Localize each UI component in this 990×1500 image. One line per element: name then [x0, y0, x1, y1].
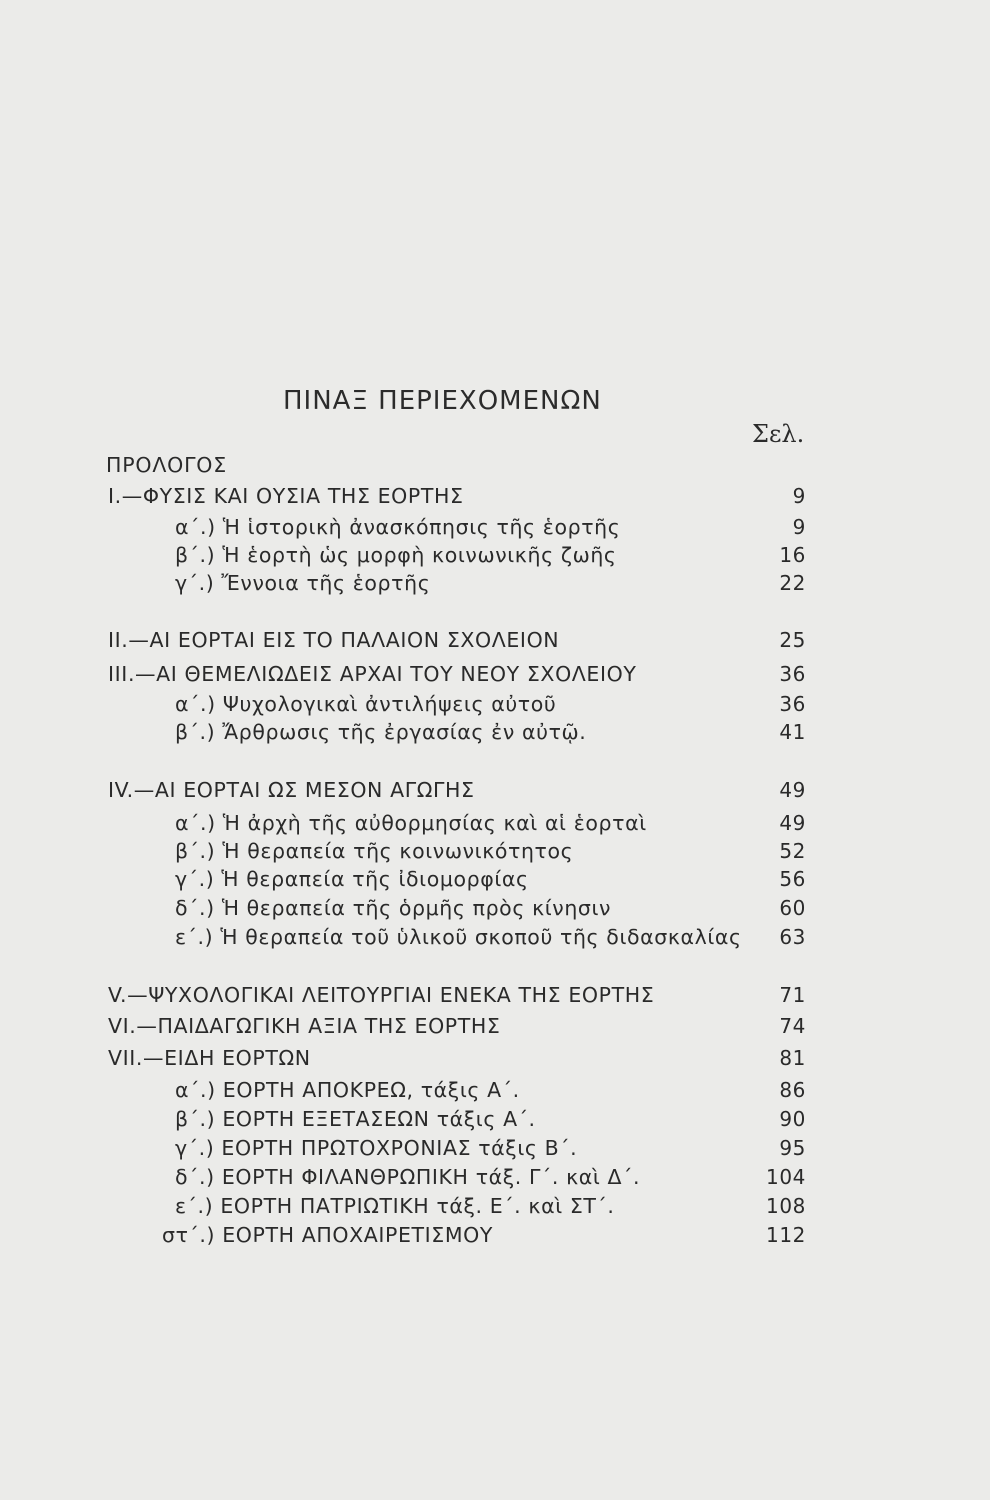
toc-entry-page: 104 [766, 1165, 806, 1189]
toc-entry-page: 60 [779, 896, 806, 920]
toc-entry-text: γ΄.) Ἔννοια τῆς ἑορτῆς [175, 571, 431, 595]
toc-entry-text: στ΄.) ΕΟΡΤΗ ΑΠΟΧΑΙΡΕΤΙΣΜΟΥ [162, 1223, 493, 1247]
toc-entry [0, 983, 990, 1011]
toc-entry-page: 49 [779, 778, 806, 802]
toc-entry [0, 1078, 990, 1106]
toc-entry [0, 662, 990, 690]
toc-entry-page: 52 [779, 839, 806, 863]
toc-entry-page: 9 [792, 484, 806, 508]
toc-entry-page: 9 [792, 515, 806, 539]
toc-entry-text: V.—ΨΥΧΟΛΟΓΙΚΑΙ ΛΕΙΤΟΥΡΓΙΑΙ ΕΝΕΚΑ ΤΗΣ ΕΟΡΤΗΣ [108, 983, 655, 1007]
toc-entry [0, 896, 990, 924]
toc-entry-page: 25 [779, 628, 806, 652]
toc-entry-text: VI.—ΠΑΙΔΑΓΩΓΙΚΗ ΑΞΙΑ ΤΗΣ ΕΟΡΤΗΣ [108, 1014, 501, 1038]
toc-entry [0, 1223, 990, 1251]
toc-entry [0, 925, 990, 953]
toc-entry [0, 484, 990, 512]
toc-entry-text: α΄.) Ψυχολογικαὶ ἀντιλήψεις αὐτοῦ [175, 692, 557, 716]
toc-entry [0, 839, 990, 867]
toc-entry [0, 811, 990, 839]
toc-entry [0, 515, 990, 543]
toc-entry-text: III.—ΑΙ ΘΕΜΕΛΙΩΔΕΙΣ ΑΡΧΑΙ ΤΟΥ ΝΕΟΥ ΣΧΟΛΕΙΟΥ [108, 662, 637, 686]
toc-entry-page: 22 [779, 571, 806, 595]
toc-entry [0, 1107, 990, 1135]
toc-entry [0, 1014, 990, 1042]
toc-entry [0, 692, 990, 720]
toc-entry-text: δ΄.) Ἡ θεραπεία τῆς ὁρμῆς πρὸς κίνησιν [175, 896, 612, 920]
toc-entry [0, 720, 990, 748]
toc-entry-page: 71 [779, 983, 806, 1007]
prologue-heading: ΠΡΟΛΟΓΟΣ [106, 453, 227, 477]
page-column-label: Σελ. [752, 420, 805, 448]
toc-entry-page: 74 [779, 1014, 806, 1038]
toc-entry-page: 90 [779, 1107, 806, 1131]
toc-entry [0, 571, 990, 599]
toc-entry-text: α΄.) Ἡ ἱστορικὴ ἀνασκόπησις τῆς ἑορτῆς [175, 515, 621, 539]
toc-entry-page: 63 [779, 925, 806, 949]
toc-entry [0, 1046, 990, 1074]
toc-entry [0, 1136, 990, 1164]
toc-entry-text: ε΄.) ΕΟΡΤΗ ΠΑΤΡΙΩΤΙΚΗ τάξ. Ε΄. καὶ ΣΤ΄. [175, 1194, 615, 1218]
toc-entry-text: β΄.) Ἄρθρωσις τῆς ἐργασίας ἐν αὐτῷ. [175, 720, 587, 744]
toc-entry [0, 543, 990, 571]
toc-entry-page: 36 [779, 662, 806, 686]
toc-entry-text: β΄.) ΕΟΡΤΗ ΕΞΕΤΑΣΕΩΝ τάξις Α΄. [175, 1107, 536, 1131]
page-title: ΠΙΝΑΞ ΠΕΡΙΕΧΟΜΕΝΩΝ [283, 386, 602, 416]
toc-entry-page: 16 [779, 543, 806, 567]
toc-entry-text: γ΄.) ΕΟΡΤΗ ΠΡΩΤΟΧΡΟΝΙΑΣ τάξις Β΄. [175, 1136, 578, 1160]
toc-entry-page: 108 [766, 1194, 806, 1218]
toc-entry-text: ε΄.) Ἡ θεραπεία τοῦ ὑλικοῦ σκοποῦ τῆς διδασκαλίας [175, 925, 742, 949]
toc-entry-page: 49 [779, 811, 806, 835]
toc-entry-text: α΄.) ΕΟΡΤΗ ΑΠΟΚΡΕΩ, τάξις Α΄. [175, 1078, 520, 1102]
toc-entry-page: 112 [766, 1223, 806, 1247]
toc-entry-page: 41 [779, 720, 806, 744]
toc-entry-page: 86 [779, 1078, 806, 1102]
toc-entry-page: 36 [779, 692, 806, 716]
toc-entry [0, 778, 990, 806]
toc-entry [0, 628, 990, 656]
toc-entry-text: α΄.) Ἡ ἀρχὴ τῆς αὐθορμησίας καὶ αἱ ἑορταὶ [175, 811, 647, 835]
toc-entry-text: VII.—ΕΙΔΗ ΕΟΡΤΩΝ [108, 1046, 311, 1070]
toc-entry-text: β΄.) Ἡ θεραπεία τῆς κοινωνικότητος [175, 839, 574, 863]
toc-entry-page: 81 [779, 1046, 806, 1070]
toc-entry-text: I.—ΦΥΣΙΣ ΚΑΙ ΟΥΣΙΑ ΤΗΣ ΕΟΡΤΗΣ [108, 484, 464, 508]
toc-entry [0, 1165, 990, 1193]
toc-entry-text: β΄.) Ἡ ἑορτὴ ὡς μορφὴ κοινωνικῆς ζωῆς [175, 543, 617, 567]
toc-entry-text: γ΄.) Ἡ θεραπεία τῆς ἰδιομορφίας [175, 867, 529, 891]
toc-entry-page: 95 [779, 1136, 806, 1160]
toc-entry-text: II.—ΑΙ ΕΟΡΤΑΙ ΕΙΣ ΤΟ ΠΑΛΑΙΟΝ ΣΧΟΛΕΙΟΝ [108, 628, 560, 652]
toc-entry-text: IV.—ΑΙ ΕΟΡΤΑΙ ΩΣ ΜΕΣΟΝ ΑΓΩΓΗΣ [108, 778, 475, 802]
toc-entry-page: 56 [779, 867, 806, 891]
toc-entry [0, 1194, 990, 1222]
toc-entry-text: δ΄.) ΕΟΡΤΗ ΦΙΛΑΝΘΡΩΠΙΚΗ τάξ. Γ΄. καὶ Δ΄. [175, 1165, 641, 1189]
toc-entry [0, 867, 990, 895]
